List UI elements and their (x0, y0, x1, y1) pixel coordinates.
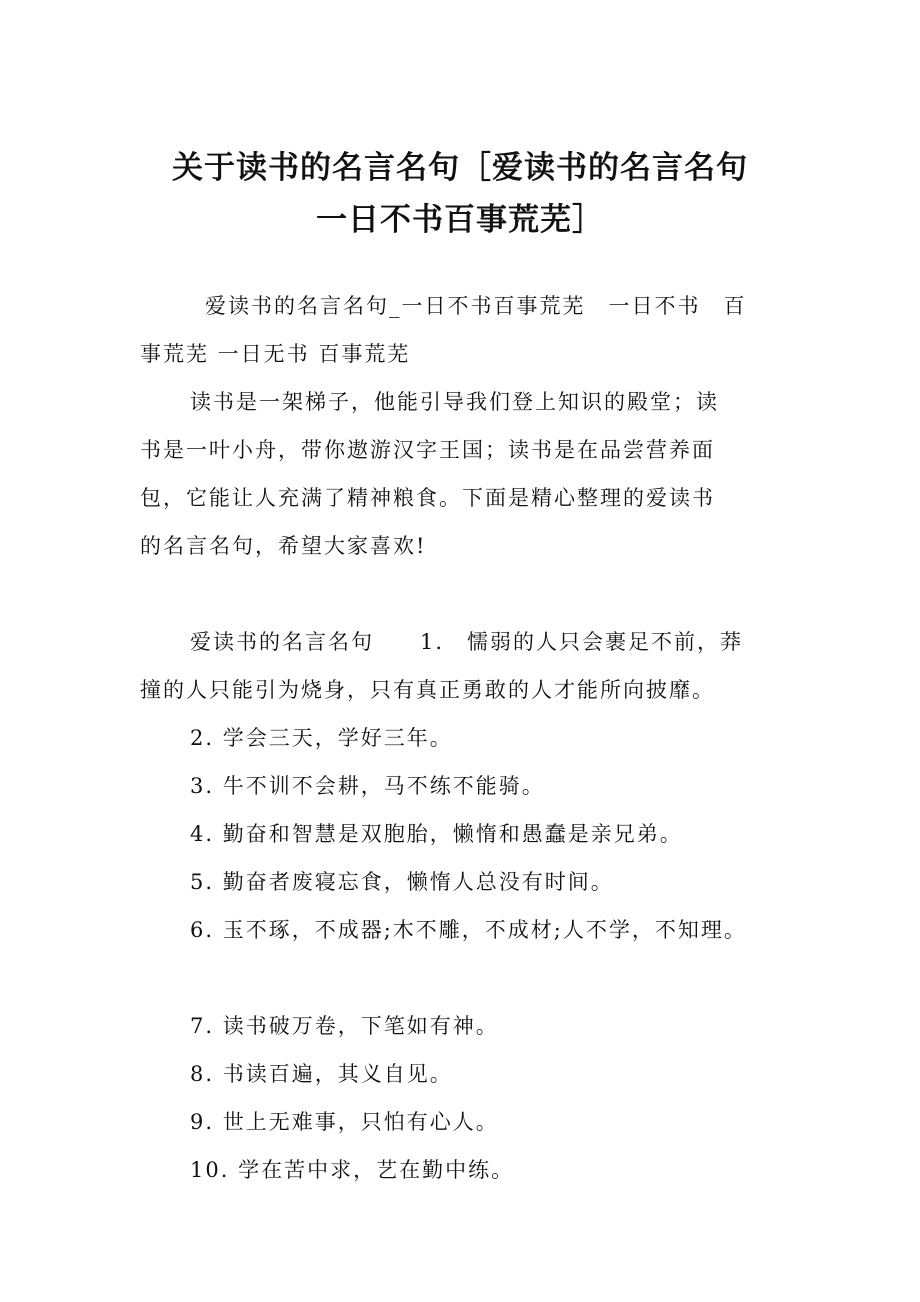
quote-item-9: 9. 世上无难事，只怕有心人。 (190, 1110, 499, 1134)
title-line-2: 一日不书百事荒芜］ (316, 202, 604, 238)
quote-item-3: 3. 牛不训不会耕，马不练不能骑。 (190, 774, 545, 798)
quote-item-2: 2. 学会三天，学好三年。 (190, 726, 453, 750)
quote-item-10: 10. 学在苦中求，艺在勤中练。 (190, 1158, 515, 1182)
quote-1-line-1: 爱读书的名言名句 1. 懦弱的人只会裹足不前，莽 (190, 630, 744, 654)
subtitle-line-2: 事荒芜 一日无书 百事荒芜 (140, 342, 411, 366)
intro-line-3: 包，它能让人充满了精神粮食。下面是精心整理的爱读书 (140, 486, 715, 510)
intro-line-1: 读书是一架梯子，他能引导我们登上知识的殿堂；读 (190, 390, 719, 414)
title-line-1: 关于读书的名言名句［爱读书的名言名句 (172, 150, 748, 186)
quote-1-line-2: 撞的人只能引为烧身，只有真正勇敢的人才能所向披靡。 (140, 678, 715, 702)
quote-item-6: 6. 玉不琢，不成器;木不雕，不成材;人不学，不知理。 (190, 918, 747, 942)
subtitle-line-1: 爱读书的名言名句_一日不书百事荒芜 一日不书 百 (205, 294, 747, 318)
intro-line-2: 书是一叶小舟，带你遨游汉字王国；读书是在品尝营养面 (140, 438, 715, 462)
quote-item-7: 7. 读书破万卷，下笔如有神。 (190, 1014, 499, 1038)
quote-item-8: 8. 书读百遍，其义自见。 (190, 1062, 453, 1086)
intro-line-4: 的名言名句，希望大家喜欢! (140, 534, 427, 558)
document-title (140, 142, 780, 246)
quote-item-4: 4. 勤奋和智慧是双胞胎，懒惰和愚蠢是亲兄弟。 (190, 822, 683, 846)
quote-item-5: 5. 勤奋者废寝忘食，懒惰人总没有时间。 (190, 870, 614, 894)
